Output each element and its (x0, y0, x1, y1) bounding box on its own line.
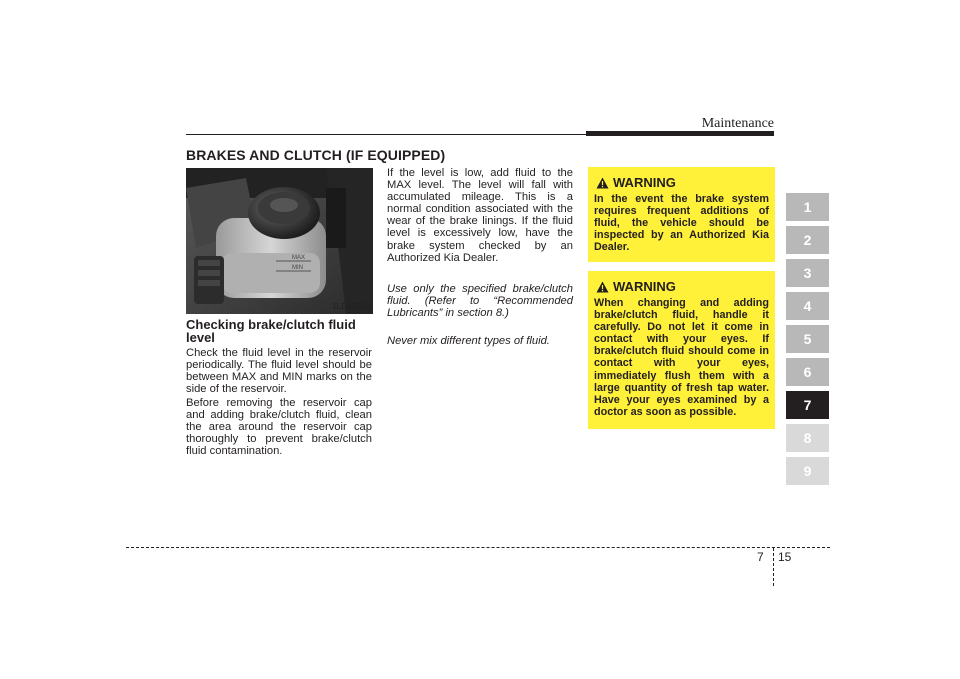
subheading-checking-fluid: Checking brake/clutch fluid level (186, 317, 356, 345)
footer-page-number: 15 (778, 550, 792, 564)
brake-reservoir-illustration (186, 168, 373, 314)
chapter-tab-1[interactable]: 1 (786, 193, 829, 221)
chapter-tab-3[interactable]: 3 (786, 259, 829, 287)
footer-chapter-number: 7 (757, 550, 764, 564)
figure-code: 1LDA5020 (332, 302, 370, 311)
warning-label: WARNING (613, 175, 676, 190)
paragraph-check-level: Check the fluid level in the reservoir periodically. The fluid level should be between MAX and MIN marks on the side of the reservoir. (186, 347, 372, 396)
warning-triangle-icon (596, 177, 609, 189)
header-rule (186, 134, 586, 135)
warning-label: WARNING (613, 279, 676, 294)
chapter-tab-4[interactable]: 4 (786, 292, 829, 320)
max-mark: MAX (292, 255, 306, 261)
footer-rule (126, 547, 830, 548)
warning-text: In the event the brake system requires frequent additions of fluid, the vehicle should be inspected by an Authorized Kia Dealer. (594, 193, 769, 254)
chapter-tabs (786, 193, 829, 490)
section-heading: BRAKES AND CLUTCH (IF EQUIPPED) (186, 147, 446, 163)
paragraph-level-low: If the level is low, add fluid to the MAX level. The level will fall with accumulated mileage. This is a normal condition associated with the wear of the brake linings. If the fluid level is excessively low, have the brake system checked by an Authorized Kia Dealer. (387, 167, 573, 264)
min-mark: MIN (292, 265, 303, 271)
chapter-tab-6[interactable]: 6 (786, 358, 829, 386)
footer-divider (773, 548, 774, 586)
header-title: Maintenance (701, 116, 774, 131)
warning-title (596, 175, 676, 190)
chapter-tab-9[interactable]: 9 (786, 457, 829, 485)
warning-box-eye-contact (588, 271, 775, 429)
paragraph-before-removing: Before removing the reservoir cap and adding brake/clutch fluid, clean the area around the reservoir cap thoroughly to prevent brake/clutch fluid contamination. (186, 397, 372, 458)
warning-triangle-icon (596, 281, 609, 293)
warning-box-inspection (588, 167, 775, 262)
warning-text: When changing and adding brake/clutch fluid, handle it carefully. Do not let it come in contact with your eyes. If brake/clutch fluid should come in contact with your eyes, immediately flush them with a large quantity of fresh tap water. Have your eyes examined by a doctor as soon as possible. (594, 297, 769, 418)
brake-reservoir-photo (186, 168, 373, 314)
warning-title (596, 279, 676, 294)
chapter-tab-5[interactable]: 5 (786, 325, 829, 353)
chapter-tab-7[interactable]: 7 (786, 391, 829, 419)
note-never-mix: Never mix different types of fluid. (387, 335, 550, 347)
chapter-tab-8[interactable]: 8 (786, 424, 829, 452)
chapter-tab-2[interactable]: 2 (786, 226, 829, 254)
note-specified-fluid: Use only the specified brake/clutch fluid. (Refer to “Recommended Lubricants” in section 8.) (387, 283, 573, 320)
header-bar (586, 131, 774, 136)
